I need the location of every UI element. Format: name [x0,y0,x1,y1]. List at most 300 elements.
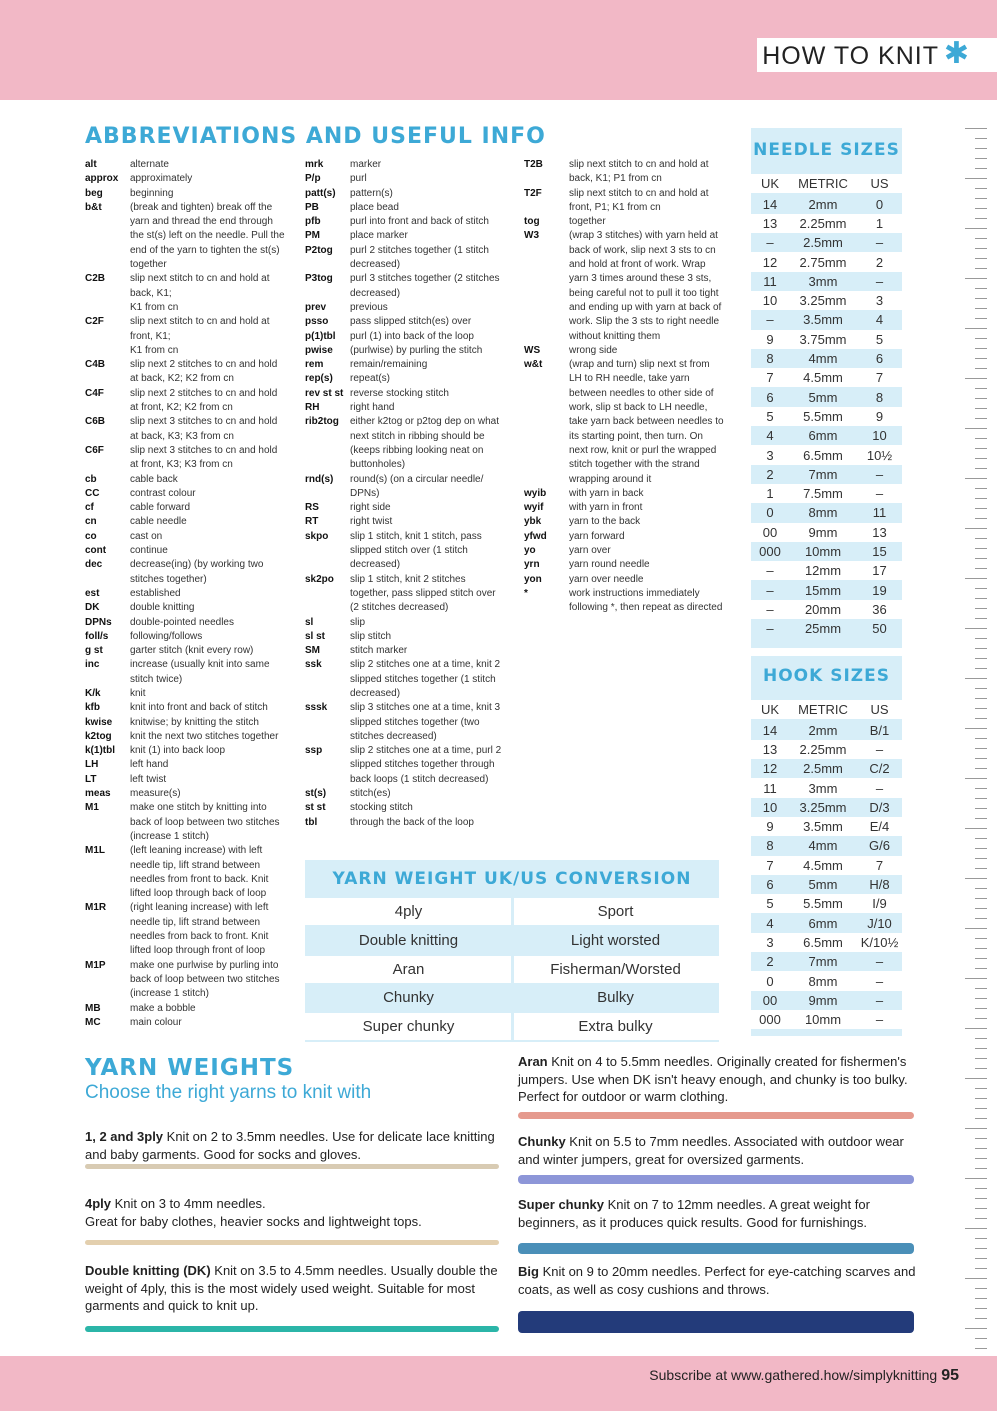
us-weight: Sport [597,903,634,920]
abbr-term: w&t [524,359,543,371]
yarn-weight-name: Aran [518,1054,548,1069]
table-cell: 1 [875,215,884,231]
abbr-row [305,744,505,787]
table-cell: 2.25mm [799,741,847,757]
abbr-row [305,415,505,472]
table-cell: 13 [762,215,778,231]
table-cell: 2.5mm [803,761,843,777]
us-weight: Extra bulky [578,1018,653,1036]
yarn-weight-name: 1, 2 and 3ply [85,1129,164,1144]
ruler-tick [975,1008,987,1009]
yarn-sample [518,1175,914,1184]
abbr-definition: together [569,216,606,228]
abbr-definition: yarn forward [569,530,625,542]
abbr-row [85,601,285,615]
ruler-tick [975,938,987,939]
abbr-definition: purl 2 stitches together (1 stitch decreased) [350,244,489,271]
abbr-term: b&t [85,201,102,213]
abbr-definition: slip 1 stitch, knit 1 stitch, pass slipped stitch over (1 stitch decreased) [350,530,482,571]
ruler-tick [965,578,987,579]
table-cell: 20mm [804,601,842,617]
abbr-definition: slip 3 stitches one at a time, knit 3 slipped stitches together (two stitches decreased) [350,702,501,742]
abbr-row [85,587,285,601]
abbr-definition: left hand [130,759,169,771]
abbr-term: DPNs [85,616,112,628]
abbr-definition: stocking stitch [350,802,413,814]
abbr-row [305,272,505,301]
table-row [751,388,902,407]
ruler-tick [965,178,987,179]
ruler-tick [975,1138,987,1139]
table-row [751,195,902,214]
abbr-row [305,344,505,358]
table-cell: 50 [872,621,887,637]
ruler-tick [975,318,987,319]
table-cell: 7mm [808,954,838,970]
abbr-term: MC [85,1016,101,1028]
abbr-definition: purl 3 stitches together (2 stitches decreased) [350,273,500,299]
table-row [751,836,902,855]
table-row [751,952,902,971]
uk-weight: Aran [392,960,425,978]
table-cell: 6mm [808,428,838,444]
ruler-tick [965,878,987,879]
abbr-row [85,544,285,558]
ruler-tick [975,708,987,709]
table-row [751,619,902,638]
abbr-definition: make a bobble [130,1002,196,1014]
table-cell: 6 [875,351,884,367]
abbr-definition: garter stitch (knit every row) [130,645,254,657]
abbr-term: cont [85,545,107,557]
table-cell: 17 [872,563,887,579]
abbr-row [305,201,505,215]
table-row [751,330,902,349]
table-cell: 000 [759,1012,781,1028]
abbr-term: P3tog [305,273,333,285]
abbr-definition: round(s) (on a circular needle/ DPNs) [350,473,484,499]
table-cell: 10mm [804,1012,842,1028]
abbr-definition: following/follows [130,630,203,642]
abbr-row [524,187,724,216]
abbr-term: wyib [524,487,547,499]
abbr-row [85,616,285,630]
abbr-row [85,473,285,487]
abbr-term: sl st [305,630,326,642]
yarn-weight-description [85,1262,500,1315]
abbr-definition: (left leaning increase) with left needle tip, lift strand between needles from front to back. Knit lifted loop through back of loop [130,845,269,900]
abbreviations-title: ABBREVIATIONS AND USEFUL INFO [85,124,546,149]
abbr-definition: knit into front and back of stitch [130,702,268,714]
ruler-tick [975,218,987,219]
ruler-tick [975,598,987,599]
table-cell: 1 [766,486,774,502]
abbr-term: PM [305,230,320,242]
abbr-definition: make one purlwise by purling into back of loop between two stitches (increase 1 stitch) [130,959,280,1000]
table-row [751,407,902,426]
abbr-term: ssk [305,659,322,671]
abbr-row [305,530,505,573]
table-cell: 00 [762,524,778,540]
abbr-row [85,387,285,416]
abbr-term: p(1)tbl [305,330,336,342]
table-cell: 19 [872,582,887,598]
table-cell: – [875,954,884,970]
table-row [751,740,902,759]
ruler-tick [975,438,987,439]
ruler-tick [975,1198,987,1199]
table-cell: 3 [766,934,774,950]
table-row [751,581,902,600]
abbr-row [85,272,285,315]
yarn-weight-name: Chunky [518,1134,566,1149]
abbr-definition: left twist [130,773,167,785]
table-row [751,445,902,464]
abbr-term: sl [305,616,314,628]
ruler-tick [975,1158,987,1159]
table-row [751,349,902,368]
abbr-term: T2F [524,187,542,199]
ruler-tick [975,1238,987,1239]
table-cell: 6 [766,389,774,405]
abbr-term: mrk [305,159,324,170]
abbr-definition: place bead [350,201,399,213]
table-row [751,272,902,291]
table-row [751,368,902,387]
abbr-row [305,473,505,502]
ruler-tick [975,398,987,399]
ruler-tick [975,848,987,849]
abbr-term: C6B [85,416,106,428]
abbr-term: rep(s) [305,373,333,385]
table-cell: 8mm [808,973,838,989]
table-cell: 3.5mm [803,312,843,328]
ruler-tick [975,1308,987,1309]
ruler-tick [965,128,987,129]
abbr-definition: cable forward [130,502,191,514]
ruler-tick [975,1148,987,1149]
table-row [751,721,902,740]
abbr-row [85,959,285,1002]
abbr-term: ybk [524,516,542,528]
abbr-row [524,544,724,558]
abbr-term: g st [85,645,103,657]
ruler-tick [965,1028,987,1029]
abbr-row [305,158,505,172]
table-cell: – [875,486,884,502]
abbr-row [305,387,505,401]
table-row [751,1010,902,1029]
abbr-row [305,372,505,386]
abbr-definition: (purlwise) by purling the stitch [350,344,483,356]
table-cell: 9 [875,408,884,424]
abbr-definition: cable back [130,473,178,485]
ruler-tick [975,638,987,639]
table-cell: 7 [875,857,884,873]
abbr-term: RS [305,502,319,514]
ruler-tick [965,1178,987,1179]
abbr-row [85,172,285,186]
table-cell: 36 [872,601,887,617]
abbr-term: * [524,587,528,599]
ruler-tick [975,388,987,389]
ruler-tick [975,668,987,669]
table-cell: 0 [875,196,884,212]
abbr-term: k(1)tbl [85,745,115,757]
header-cell: UK [760,702,780,718]
ruler-tick [965,728,987,729]
ruler-tick [975,988,987,989]
table-cell: 8mm [808,505,838,521]
table-cell: C/2 [869,761,890,777]
abbr-term: co [85,530,97,542]
abbr-definition: cast on [130,530,163,542]
abbr-column-2 [305,158,505,830]
yarn-sample [85,1326,499,1332]
table-cell: 9 [766,331,774,347]
uk-weight: Chunky [383,989,434,1007]
ruler-tick [975,898,987,899]
ruler-tick [975,1018,987,1019]
table-cell: 3.75mm [799,331,847,347]
ruler-tick [975,468,987,469]
uk-weight: 4ply [394,903,423,920]
abbr-row [305,573,505,616]
abbr-row [305,515,505,529]
ruler-tick [975,298,987,299]
abbr-term: cf [85,502,94,514]
abbr-row [85,358,285,387]
yarn-sample [518,1243,914,1254]
ruler-tick [975,608,987,609]
table-cell: D/3 [869,799,890,815]
abbr-column-3 [524,158,724,616]
abbr-term: C2B [85,273,106,285]
table-cell: – [766,601,774,617]
abbr-term: P2tog [305,244,333,256]
ruler-tick [975,1098,987,1099]
table-cell: 12 [762,254,778,270]
table-cell: 25mm [804,621,842,637]
ruler-tick [975,838,987,839]
abbr-row [305,658,505,701]
abbr-term: pwise [305,344,333,356]
table-cell: 2 [766,954,774,970]
abbr-row [85,801,285,844]
table-row [751,971,902,990]
yarn-sample [518,1112,914,1119]
table-cell: 2mm [808,196,838,212]
ruler-tick [965,928,987,929]
footer [649,1367,959,1385]
table-row [751,503,902,522]
ruler-tick [965,1128,987,1129]
ruler-tick [965,778,987,779]
abbr-row [305,172,505,186]
abbr-definition: approximately [130,173,193,185]
table-cell: 6 [766,877,774,893]
table-row [751,991,902,1010]
abbr-definition: slip next stitch to cn and hold at back, K1; K1 from cn [130,273,270,313]
abbr-definition: work instructions immediately following *, then repeat as directed [569,587,723,614]
abbr-term: psso [305,316,329,328]
ruler-tick [975,688,987,689]
abbr-definition: slip next stitch to cn and hold at front, K1; K1 from cn [130,316,270,356]
ruler-tick [975,1318,987,1319]
table-cell: J/10 [867,915,892,931]
table-cell: 9mm [808,992,838,1008]
abbr-definition: repeat(s) [350,373,391,385]
table-cell: 11 [763,780,777,796]
abbr-column-1 [85,158,285,1030]
abbr-term: rnd(s) [305,473,334,485]
table-cell: – [875,273,884,289]
table-cell: 5mm [808,877,838,893]
abbr-row [524,573,724,587]
abbr-term: P/p [305,173,321,185]
abbr-definition: slip next 3 stitches to cn and hold at front, K3; K3 from cn [130,444,278,471]
table-header [751,174,902,193]
ruler-tick [975,348,987,349]
abbr-row [305,701,505,744]
hook-sizes-table [751,656,902,1036]
table-cell: 14 [762,196,778,212]
abbr-row [85,187,285,201]
ruler-tick [975,568,987,569]
yarn-weight-description [85,1195,495,1230]
abbr-row [85,558,285,587]
abbr-row [305,644,505,658]
abbr-definition: (right leaning increase) with left needle tip, lift strand between needles from back to front. Knit lifted loop through front of loop [130,902,269,957]
table-cell: 4.5mm [803,857,843,873]
table-cell: 13 [762,741,778,757]
abbr-row [305,616,505,630]
abbr-row [305,244,505,273]
abbr-definition: slip 2 stitches one at a time, purl 2 slipped stitches together through back loops (1 stitch decreased) [350,745,502,785]
abbr-term: cn [85,516,97,528]
table-row [751,894,902,913]
ruler-tick [975,908,987,909]
table-cell: 15 [872,544,887,560]
yarn-weight-text: Knit on 5.5 to 7mm needles. Associated with outdoor wear and winter jumpers, great for oversized garments. [518,1134,904,1167]
table-cell: 15mm [804,582,842,598]
abbr-definition: knit (1) into back loop [130,745,226,757]
abbr-row [85,444,285,473]
abbr-definition: purl (1) into back of the loop [350,330,474,342]
table-cell: – [766,235,774,251]
ruler-tick [975,158,987,159]
table-row [751,310,902,329]
needle-sizes-title: NEEDLE SIZES [753,140,900,160]
abbr-term: est [85,587,100,599]
abbr-definition: make one stitch by knitting into back of loop between two stitches (increase 1 stitch) [130,802,280,842]
abbr-definition: remain/remaining [350,359,428,371]
ruler-tick [975,818,987,819]
abbr-row [85,644,285,658]
table-cell: – [875,466,884,482]
abbr-definition: knit [130,687,146,699]
ruler-tick [975,648,987,649]
table-cell: 3.5mm [803,819,843,835]
abbr-term: C4F [85,387,104,399]
abbr-term: M1P [85,959,106,971]
ruler-tick [975,508,987,509]
ruler-tick [975,548,987,549]
table-cell: – [766,312,774,328]
us-weight: Fisherman/Worsted [550,960,681,978]
ruler-tick [965,278,987,279]
header-cell: METRIC [798,702,848,718]
ruler-tick [975,788,987,789]
yarn-weight-text: Knit on 2 to 3.5mm needles. Use for delicate lace knitting and baby garments. Good for socks and gloves. [85,1129,495,1162]
table-row [751,252,902,271]
table-cell: 12mm [804,563,842,579]
abbr-term: M1R [85,902,107,914]
abbr-row [85,158,285,172]
ruler-tick [975,618,987,619]
yarn-conversion-title: YARN WEIGHT UK/US CONVERSION [332,869,692,889]
table-cell: – [766,582,774,598]
abbr-row [85,730,285,744]
yarn-weight-text: Knit on 4 to 5.5mm needles. Originally created for fishermen's jumpers. Use when DK isn't heavy enough, and chunky is too bulky. Perfect for outdoor or warm clothing. [518,1054,908,1104]
abbr-row [305,229,505,243]
yarn-weight-name: Super chunky [518,1197,604,1212]
abbr-term: M1 [85,802,99,814]
ruler-tick [975,1118,987,1119]
table-cell: 3mm [808,780,838,796]
abbr-definition: purl into front and back of stitch [350,216,489,228]
table-cell: 11 [763,273,777,289]
ruler-tick [975,1268,987,1269]
abbr-row [85,530,285,544]
abbr-row [524,530,724,544]
ruler-tick [975,1298,987,1299]
abbr-row [305,187,505,201]
abbr-row [305,330,505,344]
table-cell: 5.5mm [803,408,843,424]
table-cell: 2 [875,254,884,270]
abbr-definition: right side [350,502,391,514]
table-cell: – [766,621,774,637]
abbr-row [305,816,505,830]
table-cell: 2.75mm [799,254,847,270]
ruler-tick [975,918,987,919]
abbr-definition: cable needle [130,516,187,528]
abbr-term: pfb [305,216,321,228]
abbr-row [305,787,505,801]
table-cell: K/10½ [860,934,899,950]
ruler-tick [975,718,987,719]
table-row [751,933,902,952]
abbr-term: T2B [524,159,543,170]
abbr-term: foll/s [85,630,109,642]
ruler-tick [965,1228,987,1229]
table-cell: 4mm [808,351,838,367]
abbr-row [85,515,285,529]
table-cell: 8 [875,389,884,405]
ruler-tick [965,678,987,679]
abbr-row [305,801,505,815]
ruler-tick [965,1328,987,1329]
abbr-row [524,587,724,616]
abbr-definition: double-pointed needles [130,616,234,628]
table-cell: E/4 [869,819,890,835]
abbr-row [305,358,505,372]
abbr-definition: slip 2 stitches one at a time, knit 2 slipped stitches together (1 stitch decreased) [350,659,501,699]
abbr-term: wyif [524,502,544,514]
us-weight: Bulky [597,989,634,1007]
table-cell: 5.5mm [803,896,843,912]
